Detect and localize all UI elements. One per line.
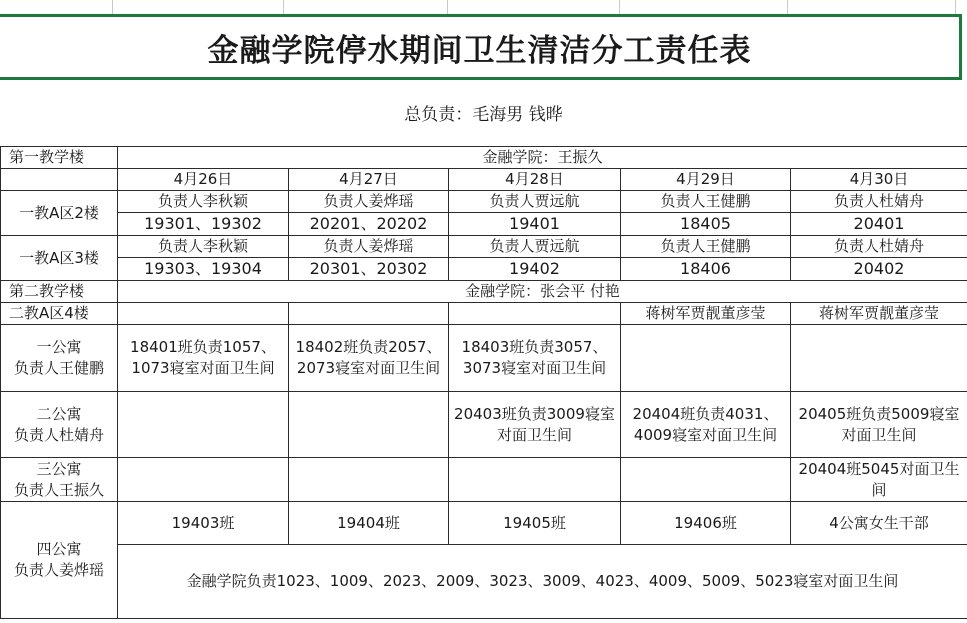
- zone-cell: 蒋树军贾靓董彦莹: [621, 303, 791, 325]
- date-cell: 4月26日: [118, 169, 289, 191]
- building-label: 第二教学楼: [1, 281, 118, 303]
- date-cell: 4月27日: [289, 169, 449, 191]
- room-cell: 20301、20302: [289, 258, 449, 281]
- room-cell: 18406: [621, 258, 791, 281]
- table-row: [1, 545, 967, 619]
- duty-cell: [621, 458, 791, 502]
- table-row: [1, 258, 967, 281]
- table-row: [1, 281, 967, 303]
- dorm-label: 三公寓 负责人王振久: [1, 458, 118, 502]
- duty-cell: 19403班: [118, 502, 289, 545]
- table-row: [1, 147, 967, 169]
- table-row: [1, 502, 967, 545]
- person-cell: 负责人杜婧舟: [791, 191, 967, 213]
- person-cell: 负责人李秋颖: [118, 191, 289, 213]
- person-cell: 负责人姜烨瑶: [289, 191, 449, 213]
- room-cell: 19401: [449, 213, 621, 236]
- room-cell: 20402: [791, 258, 967, 281]
- title-box: [0, 14, 962, 80]
- date-cell: 4月29日: [621, 169, 791, 191]
- table-row: [1, 458, 967, 502]
- room-cell: 20401: [791, 213, 967, 236]
- zone-cell: [449, 303, 621, 325]
- duty-cell: [621, 325, 791, 392]
- duty-cell: [118, 458, 289, 502]
- sheet-header-strip: [0, 0, 967, 14]
- duty-cell: 18402班负责2057、2073寝室对面卫生间: [289, 325, 449, 392]
- duty-cell: 20405班负责5009寝室对面卫生间: [791, 392, 967, 458]
- person-cell: 负责人姜烨瑶: [289, 236, 449, 258]
- duty-table: [0, 146, 967, 619]
- zone-cell: [289, 303, 449, 325]
- duty-cell: [289, 458, 449, 502]
- duty-cell: [791, 325, 967, 392]
- building-head: 金融学院：张会平 付艳: [118, 281, 967, 303]
- zone-cell: [118, 303, 289, 325]
- zone-label: 一教A区2楼: [1, 191, 118, 236]
- person-cell: 负责人贾远航: [449, 236, 621, 258]
- table-row: [1, 213, 967, 236]
- dorm-label: 四公寓 负责人姜烨瑶: [1, 502, 118, 619]
- dorm-note: 金融学院负责1023、1009、2023、2009、3023、3009、4023、4009、5009、5023寝室对面卫生间: [118, 545, 967, 619]
- overall-owner: 总负责：毛海男 钱晔: [404, 105, 563, 125]
- date-row: [1, 169, 967, 191]
- room-cell: 18405: [621, 213, 791, 236]
- date-cell: 4月28日: [449, 169, 621, 191]
- room-cell: 19402: [449, 258, 621, 281]
- duty-cell: 4公寓女生干部: [791, 502, 967, 545]
- table-row: [1, 236, 967, 258]
- room-cell: 20201、20202: [289, 213, 449, 236]
- person-cell: 负责人贾远航: [449, 191, 621, 213]
- person-cell: 负责人李秋颖: [118, 236, 289, 258]
- duty-cell: [289, 392, 449, 458]
- duty-cell: 20404班5045对面卫生间: [791, 458, 967, 502]
- empty-cell: [1, 169, 118, 191]
- building-head: 金融学院：王振久: [118, 147, 967, 169]
- person-cell: 负责人杜婧舟: [791, 236, 967, 258]
- duty-cell: [118, 392, 289, 458]
- person-cell: 负责人王健鹏: [621, 191, 791, 213]
- duty-cell: 19405班: [449, 502, 621, 545]
- dorm-label: 一公寓 负责人王健鹏: [1, 325, 118, 392]
- table-row: [1, 392, 967, 458]
- zone-cell: 蒋树军贾靓董彦莹: [791, 303, 967, 325]
- room-cell: 19303、19304: [118, 258, 289, 281]
- table-row: [1, 191, 967, 213]
- duty-cell: 20404班负责4031、4009寝室对面卫生间: [621, 392, 791, 458]
- duty-cell: 19406班: [621, 502, 791, 545]
- table-row: [1, 303, 967, 325]
- duty-cell: 20403班负责3009寝室对面卫生间: [449, 392, 621, 458]
- room-cell: 19301、19302: [118, 213, 289, 236]
- page-title: 金融学院停水期间卫生清洁分工责任表: [207, 32, 752, 69]
- duty-cell: [449, 458, 621, 502]
- zone-label: 一教A区3楼: [1, 236, 118, 281]
- building-label: 第一教学楼: [1, 147, 118, 169]
- duty-cell: 19404班: [289, 502, 449, 545]
- zone-label: 二教A区4楼: [1, 303, 118, 325]
- person-cell: 负责人王健鹏: [621, 236, 791, 258]
- duty-cell: 18401班负责1057、1073寝室对面卫生间: [118, 325, 289, 392]
- duty-cell: 18403班负责3057、3073寝室对面卫生间: [449, 325, 621, 392]
- date-cell: 4月30日: [791, 169, 967, 191]
- table-row: [1, 325, 967, 392]
- dorm-label: 二公寓 负责人杜婧舟: [1, 392, 118, 458]
